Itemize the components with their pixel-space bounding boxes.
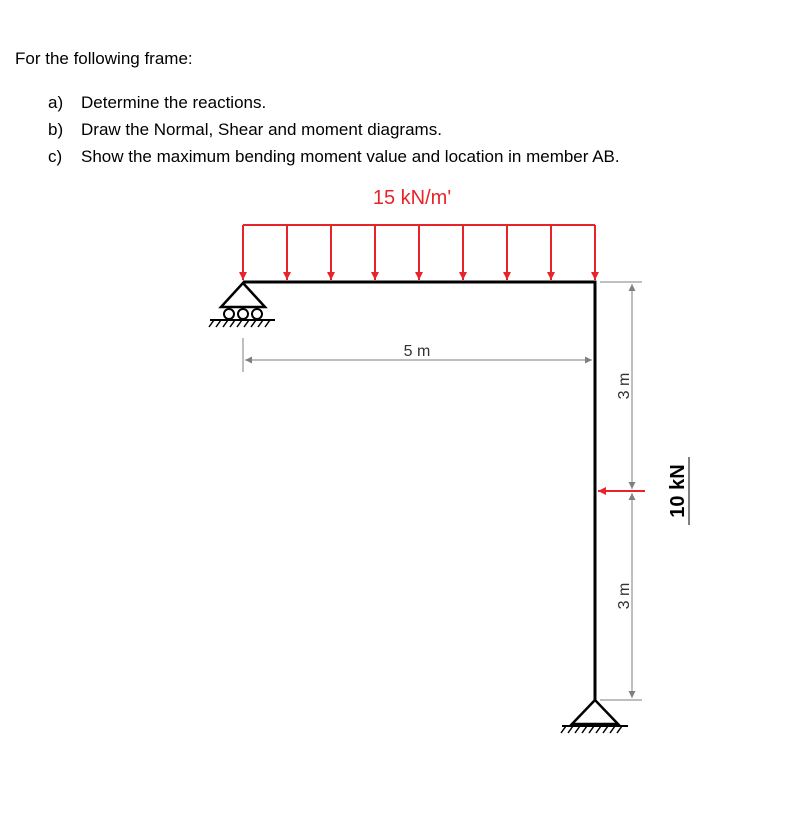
task-text: Determine the reactions. (81, 93, 267, 112)
pin-triangle (572, 700, 618, 724)
distributed-load (243, 225, 595, 280)
problem-intro: For the following frame: (15, 49, 193, 68)
task-marker: b) (48, 120, 64, 139)
ground-hatching (561, 726, 622, 733)
upper-height-label: 3 m (616, 372, 633, 400)
distributed-load-label: 15 kN/m' (372, 187, 452, 209)
task-marker: c) (48, 147, 63, 166)
task-marker: a) (48, 93, 64, 112)
task-text: Show the maximum bending moment value and location in member AB. (81, 147, 620, 166)
lower-height-label: 3 m (616, 582, 633, 610)
roller-wheel (238, 309, 248, 319)
roller-wheel (252, 309, 262, 319)
pin-support (561, 700, 628, 733)
roller-support (209, 283, 275, 327)
point-load-label: 10 kN (667, 464, 689, 518)
roller-triangle (221, 283, 265, 307)
roller-wheel (224, 309, 234, 319)
ground-hatching (209, 320, 270, 327)
span-label: 5 m (403, 343, 431, 360)
task-text: Draw the Normal, Shear and moment diagrams. (81, 120, 442, 139)
